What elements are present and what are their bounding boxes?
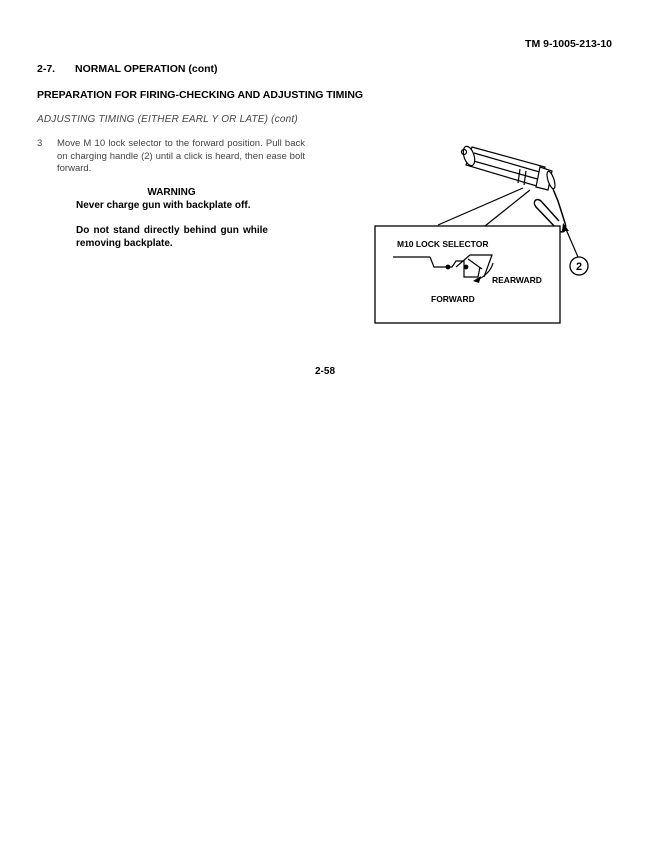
warning-line-2: Do not stand directly behind gun while removing backplate. xyxy=(76,225,268,249)
lock-selector-figure xyxy=(360,135,600,335)
section-number: 2-7. xyxy=(37,63,56,75)
preparation-heading: PREPARATION FOR FIRING-CHECKING AND ADJUSTING TIMING xyxy=(37,89,364,101)
section-heading xyxy=(37,63,218,75)
inset-title: M10 LOCK SELECTOR xyxy=(397,239,489,249)
gun-illustration xyxy=(461,145,556,190)
document-number: TM 9-1005-213-10 xyxy=(525,38,612,50)
step-3 xyxy=(37,138,305,176)
rearward-label: REARWARD xyxy=(492,275,542,285)
callout-leader xyxy=(565,227,578,257)
subheading: ADJUSTING TIMING (EITHER EARL Y OR LATE) (cont) xyxy=(37,114,298,125)
step-number: 3 xyxy=(37,138,43,149)
section-title: NORMAL OPERATION (cont) xyxy=(75,63,218,75)
step-text: Move M 10 lock selector to the forward position. Pull back on charging handle (2) until a click is heard, then ease bolt forward. xyxy=(57,138,305,174)
page-number: 2-58 xyxy=(314,366,335,377)
callout-number: 2 xyxy=(575,261,583,273)
warning-line-1: Never charge gun with backplate off. xyxy=(76,200,251,211)
forward-label: FORWARD xyxy=(431,294,475,304)
warning-title: WARNING xyxy=(147,187,196,198)
